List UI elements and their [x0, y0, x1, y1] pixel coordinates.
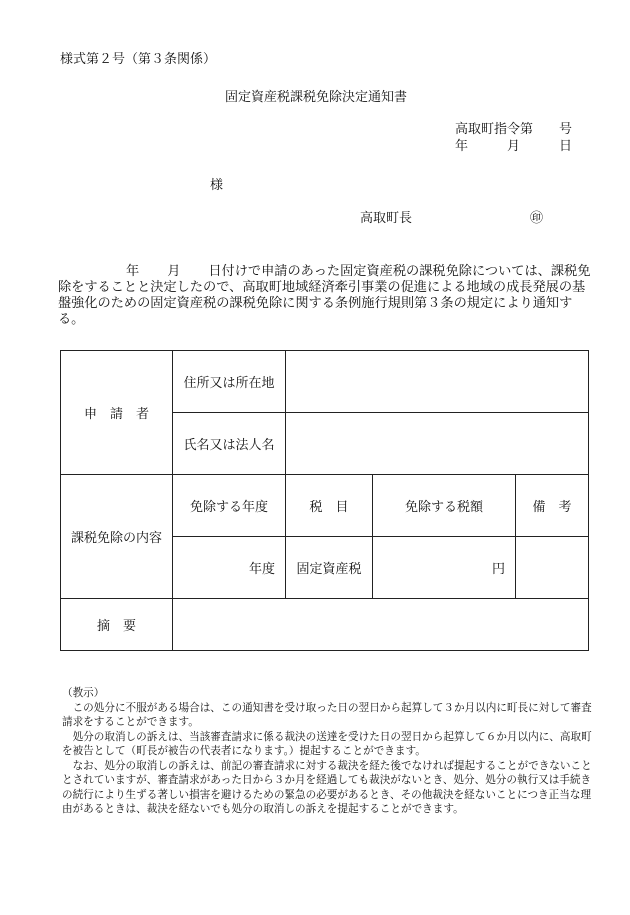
body-month: 月 [167, 264, 181, 279]
exemption-label: 課税免除の内容 [61, 475, 173, 599]
year-cell: 年度 [173, 537, 286, 599]
document-title: 固定資産税課税免除決定通知書 [225, 90, 408, 105]
name-value[interactable] [286, 413, 589, 475]
amount-cell: 円 [373, 537, 516, 599]
address-label: 住所又は所在地 [173, 351, 286, 413]
col-year-header: 免除する年度 [173, 475, 286, 537]
notes-paragraph-1: この処分に不服がある場合は、この通知書を受け取った日の翌日から起算して３か月以内に町長に対して審査請求をすることができます。 [62, 701, 592, 728]
col-remarks-header: 備 考 [516, 475, 589, 537]
summary-label: 摘 要 [61, 599, 173, 651]
col-amount-header: 免除する税額 [373, 475, 516, 537]
document-date: 年 月 日 [455, 139, 573, 154]
notes-paragraph-3: なお、処分の取消しの訴えは、前記の審査請求に対する裁決を経た後でなければ提起することができないこととされていますが、審査請求があった日から３か月を経過しても裁決がないとき、処分、処分の執行又は手続きの続行により生ずる著しい損害を避けるための緊急の必要があるとき、その他裁決を経ないことにつき正当な理由があるときは、裁決を経ないでも処分の取消しの訴えを提起することができます。 [62, 759, 592, 815]
col-tax-header: 税 目 [286, 475, 373, 537]
notice-body [58, 264, 594, 328]
form-label: 様式第２号（第３条関係） [60, 52, 217, 67]
issuer-name: 高取町長 [360, 211, 413, 226]
instruction-notes [62, 686, 594, 817]
summary-value[interactable] [173, 599, 589, 651]
notes-paragraph-2: 処分の取消しの訴えは、当該審査請求に係る裁決の送達を受けた日の翌日から起算して６か月以内に、高取町を被告として（町長が被告の代表者になります。）提起することができます。 [62, 730, 592, 757]
tax-cell: 固定資産税 [286, 537, 373, 599]
addressee-suffix: 様 [210, 178, 224, 193]
seal-mark: ㊞ [530, 211, 544, 226]
address-value[interactable] [286, 351, 589, 413]
body-text: 日付けで申請のあった固定資産税の課税免除については、課税免除をすることと決定したので、高取町地域経済牽引事業の促進による地域の成長発展の基盤強化のための固定資産税の課税免除に関する条例施行規則第３条の規定により通知する。 [58, 264, 591, 327]
name-label: 氏名又は法人名 [173, 413, 286, 475]
applicant-label: 申 請 者 [61, 351, 173, 475]
remarks-cell[interactable] [516, 537, 589, 599]
body-year: 年 [126, 264, 140, 279]
exemption-table [60, 350, 589, 651]
document-number: 高取町指令第 号 [455, 122, 573, 137]
notes-heading: （教示） [62, 687, 105, 699]
